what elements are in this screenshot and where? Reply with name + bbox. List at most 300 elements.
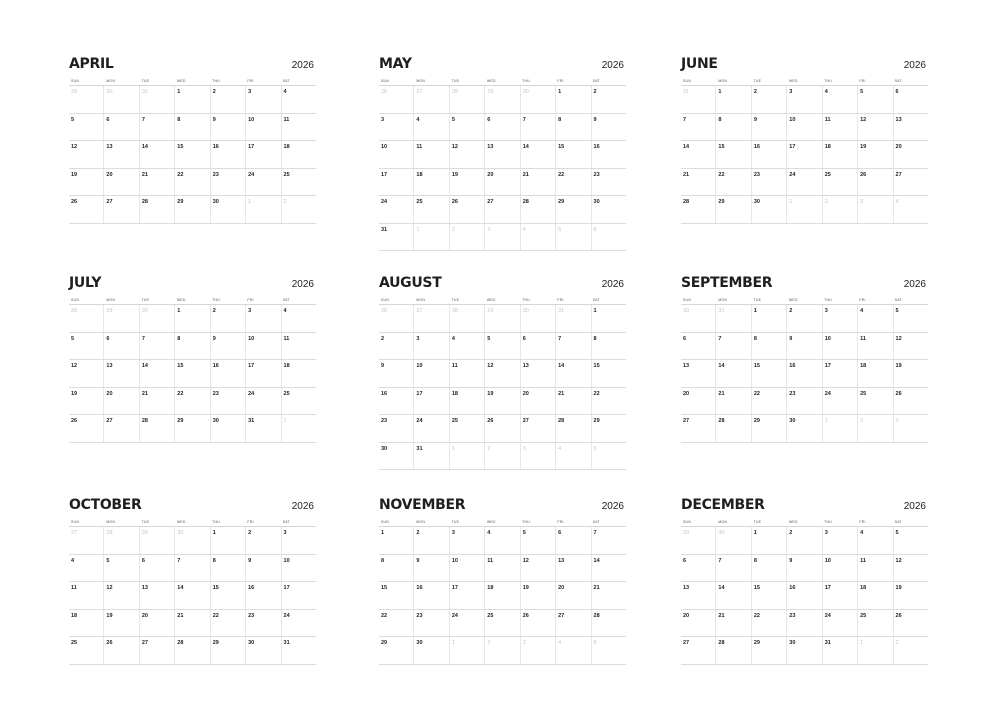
day-cell-adjacent-month[interactable] <box>822 196 857 223</box>
day-cell[interactable] <box>822 388 857 415</box>
day-cell[interactable] <box>245 610 280 637</box>
day-cell-adjacent-month[interactable] <box>555 305 590 332</box>
day-cell[interactable] <box>379 637 413 664</box>
day-cell[interactable] <box>555 86 590 113</box>
day-cell[interactable] <box>520 114 555 141</box>
day-cell[interactable] <box>555 582 590 609</box>
day-cell-adjacent-month[interactable] <box>449 86 484 113</box>
day-cell[interactable] <box>715 637 750 664</box>
day-cell[interactable] <box>715 141 750 168</box>
day-cell[interactable] <box>379 196 413 223</box>
day-cell[interactable] <box>715 415 750 442</box>
day-cell[interactable] <box>245 415 280 442</box>
day-cell[interactable] <box>139 637 174 664</box>
day-cell[interactable] <box>786 169 821 196</box>
day-cell[interactable] <box>893 333 928 360</box>
day-cell-adjacent-month[interactable] <box>245 196 280 223</box>
day-cell[interactable] <box>893 555 928 582</box>
day-cell[interactable] <box>591 527 626 554</box>
day-cell[interactable] <box>681 637 715 664</box>
day-cell[interactable] <box>715 169 750 196</box>
day-cell-adjacent-month[interactable] <box>681 86 715 113</box>
day-cell[interactable] <box>484 196 519 223</box>
day-cell[interactable] <box>413 333 448 360</box>
day-cell[interactable] <box>69 141 103 168</box>
day-cell[interactable] <box>591 415 626 442</box>
day-cell-adjacent-month[interactable] <box>103 527 138 554</box>
day-cell[interactable] <box>379 224 413 251</box>
day-cell[interactable] <box>281 555 316 582</box>
day-cell[interactable] <box>786 610 821 637</box>
day-cell[interactable] <box>69 637 103 664</box>
day-cell[interactable] <box>893 582 928 609</box>
day-cell[interactable] <box>174 388 209 415</box>
day-cell[interactable] <box>520 415 555 442</box>
day-cell[interactable] <box>484 333 519 360</box>
day-cell[interactable] <box>379 141 413 168</box>
day-cell[interactable] <box>555 333 590 360</box>
day-cell[interactable] <box>751 86 786 113</box>
day-cell[interactable] <box>751 610 786 637</box>
day-cell[interactable] <box>786 388 821 415</box>
day-cell[interactable] <box>822 527 857 554</box>
day-cell[interactable] <box>449 388 484 415</box>
day-cell[interactable] <box>139 582 174 609</box>
day-cell[interactable] <box>591 360 626 387</box>
day-cell-adjacent-month[interactable] <box>893 196 928 223</box>
day-cell-adjacent-month[interactable] <box>520 637 555 664</box>
day-cell[interactable] <box>245 305 280 332</box>
day-cell[interactable] <box>715 196 750 223</box>
day-cell[interactable] <box>751 360 786 387</box>
day-cell[interactable] <box>139 169 174 196</box>
day-cell-adjacent-month[interactable] <box>857 637 892 664</box>
day-cell[interactable] <box>174 333 209 360</box>
day-cell[interactable] <box>413 443 448 470</box>
day-cell[interactable] <box>786 114 821 141</box>
day-cell[interactable] <box>210 305 245 332</box>
day-cell[interactable] <box>751 169 786 196</box>
day-cell[interactable] <box>379 443 413 470</box>
day-cell-adjacent-month[interactable] <box>484 443 519 470</box>
day-cell[interactable] <box>893 169 928 196</box>
day-cell[interactable] <box>174 555 209 582</box>
day-cell[interactable] <box>555 114 590 141</box>
day-cell[interactable] <box>715 86 750 113</box>
day-cell[interactable] <box>893 610 928 637</box>
day-cell[interactable] <box>715 582 750 609</box>
day-cell[interactable] <box>786 360 821 387</box>
day-cell[interactable] <box>413 415 448 442</box>
day-cell-adjacent-month[interactable] <box>520 224 555 251</box>
day-cell[interactable] <box>174 305 209 332</box>
day-cell-adjacent-month[interactable] <box>555 637 590 664</box>
day-cell[interactable] <box>893 86 928 113</box>
day-cell-adjacent-month[interactable] <box>103 86 138 113</box>
day-cell[interactable] <box>591 169 626 196</box>
day-cell[interactable] <box>822 333 857 360</box>
day-cell-adjacent-month[interactable] <box>449 224 484 251</box>
day-cell-adjacent-month[interactable] <box>103 305 138 332</box>
day-cell[interactable] <box>379 527 413 554</box>
day-cell[interactable] <box>210 196 245 223</box>
day-cell-adjacent-month[interactable] <box>484 224 519 251</box>
day-cell[interactable] <box>555 527 590 554</box>
day-cell[interactable] <box>210 360 245 387</box>
day-cell[interactable] <box>281 610 316 637</box>
day-cell-adjacent-month[interactable] <box>520 86 555 113</box>
day-cell-adjacent-month[interactable] <box>520 443 555 470</box>
day-cell[interactable] <box>555 360 590 387</box>
day-cell[interactable] <box>69 582 103 609</box>
day-cell[interactable] <box>520 527 555 554</box>
day-cell[interactable] <box>103 141 138 168</box>
day-cell[interactable] <box>786 141 821 168</box>
day-cell[interactable] <box>103 169 138 196</box>
day-cell[interactable] <box>379 360 413 387</box>
day-cell-adjacent-month[interactable] <box>857 415 892 442</box>
day-cell[interactable] <box>413 388 448 415</box>
day-cell[interactable] <box>893 527 928 554</box>
day-cell[interactable] <box>210 388 245 415</box>
day-cell[interactable] <box>281 582 316 609</box>
day-cell[interactable] <box>103 196 138 223</box>
day-cell-adjacent-month[interactable] <box>893 415 928 442</box>
day-cell-adjacent-month[interactable] <box>413 86 448 113</box>
day-cell[interactable] <box>449 114 484 141</box>
day-cell[interactable] <box>520 169 555 196</box>
day-cell[interactable] <box>591 305 626 332</box>
day-cell[interactable] <box>139 388 174 415</box>
day-cell[interactable] <box>413 196 448 223</box>
day-cell[interactable] <box>484 388 519 415</box>
day-cell-adjacent-month[interactable] <box>786 196 821 223</box>
day-cell-adjacent-month[interactable] <box>822 415 857 442</box>
day-cell[interactable] <box>210 555 245 582</box>
day-cell-adjacent-month[interactable] <box>379 86 413 113</box>
day-cell[interactable] <box>449 582 484 609</box>
day-cell-adjacent-month[interactable] <box>484 637 519 664</box>
day-cell-adjacent-month[interactable] <box>591 443 626 470</box>
day-cell[interactable] <box>245 86 280 113</box>
day-cell[interactable] <box>103 582 138 609</box>
day-cell-adjacent-month[interactable] <box>484 305 519 332</box>
day-cell[interactable] <box>822 555 857 582</box>
day-cell[interactable] <box>449 169 484 196</box>
day-cell-adjacent-month[interactable] <box>681 305 715 332</box>
day-cell[interactable] <box>484 582 519 609</box>
day-cell[interactable] <box>281 637 316 664</box>
day-cell[interactable] <box>245 555 280 582</box>
day-cell-adjacent-month[interactable] <box>281 415 316 442</box>
day-cell[interactable] <box>210 114 245 141</box>
day-cell[interactable] <box>681 169 715 196</box>
day-cell[interactable] <box>413 360 448 387</box>
day-cell[interactable] <box>449 360 484 387</box>
day-cell[interactable] <box>857 169 892 196</box>
day-cell[interactable] <box>413 114 448 141</box>
day-cell[interactable] <box>281 86 316 113</box>
day-cell-adjacent-month[interactable] <box>715 527 750 554</box>
day-cell[interactable] <box>681 582 715 609</box>
day-cell[interactable] <box>555 141 590 168</box>
day-cell[interactable] <box>174 360 209 387</box>
day-cell[interactable] <box>174 610 209 637</box>
day-cell[interactable] <box>69 555 103 582</box>
day-cell[interactable] <box>751 527 786 554</box>
day-cell[interactable] <box>281 305 316 332</box>
day-cell[interactable] <box>715 333 750 360</box>
day-cell[interactable] <box>555 610 590 637</box>
day-cell[interactable] <box>413 555 448 582</box>
day-cell[interactable] <box>822 305 857 332</box>
day-cell[interactable] <box>715 114 750 141</box>
day-cell[interactable] <box>413 527 448 554</box>
day-cell[interactable] <box>893 114 928 141</box>
day-cell[interactable] <box>174 114 209 141</box>
day-cell[interactable] <box>555 388 590 415</box>
day-cell[interactable] <box>281 141 316 168</box>
day-cell[interactable] <box>413 582 448 609</box>
day-cell-adjacent-month[interactable] <box>715 305 750 332</box>
day-cell[interactable] <box>281 527 316 554</box>
day-cell[interactable] <box>786 415 821 442</box>
day-cell[interactable] <box>174 582 209 609</box>
day-cell[interactable] <box>591 196 626 223</box>
day-cell[interactable] <box>591 582 626 609</box>
day-cell[interactable] <box>139 333 174 360</box>
day-cell[interactable] <box>681 555 715 582</box>
day-cell[interactable] <box>751 415 786 442</box>
day-cell[interactable] <box>210 582 245 609</box>
day-cell[interactable] <box>893 388 928 415</box>
day-cell[interactable] <box>449 415 484 442</box>
day-cell[interactable] <box>139 360 174 387</box>
day-cell[interactable] <box>69 114 103 141</box>
day-cell[interactable] <box>751 114 786 141</box>
day-cell[interactable] <box>681 333 715 360</box>
day-cell[interactable] <box>449 333 484 360</box>
day-cell[interactable] <box>245 333 280 360</box>
day-cell[interactable] <box>591 86 626 113</box>
day-cell[interactable] <box>681 196 715 223</box>
day-cell[interactable] <box>449 555 484 582</box>
day-cell[interactable] <box>591 333 626 360</box>
day-cell[interactable] <box>484 169 519 196</box>
day-cell[interactable] <box>281 169 316 196</box>
day-cell[interactable] <box>520 360 555 387</box>
day-cell[interactable] <box>69 169 103 196</box>
day-cell[interactable] <box>893 305 928 332</box>
day-cell[interactable] <box>786 305 821 332</box>
day-cell-adjacent-month[interactable] <box>69 86 103 113</box>
day-cell[interactable] <box>893 360 928 387</box>
day-cell[interactable] <box>210 169 245 196</box>
day-cell-adjacent-month[interactable] <box>69 527 103 554</box>
day-cell[interactable] <box>520 582 555 609</box>
day-cell[interactable] <box>139 141 174 168</box>
day-cell[interactable] <box>69 388 103 415</box>
day-cell[interactable] <box>681 360 715 387</box>
day-cell[interactable] <box>681 141 715 168</box>
day-cell[interactable] <box>520 388 555 415</box>
day-cell[interactable] <box>786 86 821 113</box>
day-cell[interactable] <box>174 196 209 223</box>
day-cell[interactable] <box>484 527 519 554</box>
day-cell-adjacent-month[interactable] <box>555 443 590 470</box>
day-cell[interactable] <box>555 415 590 442</box>
day-cell-adjacent-month[interactable] <box>449 637 484 664</box>
day-cell[interactable] <box>484 141 519 168</box>
day-cell[interactable] <box>379 415 413 442</box>
day-cell[interactable] <box>210 637 245 664</box>
day-cell[interactable] <box>484 114 519 141</box>
day-cell[interactable] <box>751 388 786 415</box>
day-cell[interactable] <box>245 388 280 415</box>
day-cell[interactable] <box>174 86 209 113</box>
day-cell[interactable] <box>174 415 209 442</box>
day-cell-adjacent-month[interactable] <box>139 527 174 554</box>
day-cell-adjacent-month[interactable] <box>449 443 484 470</box>
day-cell[interactable] <box>69 415 103 442</box>
day-cell[interactable] <box>822 360 857 387</box>
day-cell[interactable] <box>822 637 857 664</box>
day-cell[interactable] <box>139 555 174 582</box>
day-cell[interactable] <box>245 114 280 141</box>
day-cell[interactable] <box>681 415 715 442</box>
day-cell[interactable] <box>520 333 555 360</box>
day-cell[interactable] <box>520 555 555 582</box>
day-cell[interactable] <box>555 169 590 196</box>
day-cell-adjacent-month[interactable] <box>139 305 174 332</box>
day-cell[interactable] <box>751 141 786 168</box>
day-cell[interactable] <box>822 610 857 637</box>
day-cell[interactable] <box>751 555 786 582</box>
day-cell-adjacent-month[interactable] <box>893 637 928 664</box>
day-cell[interactable] <box>681 610 715 637</box>
day-cell[interactable] <box>174 637 209 664</box>
day-cell[interactable] <box>751 582 786 609</box>
day-cell-adjacent-month[interactable] <box>281 196 316 223</box>
day-cell[interactable] <box>69 610 103 637</box>
day-cell[interactable] <box>484 360 519 387</box>
day-cell[interactable] <box>210 610 245 637</box>
day-cell[interactable] <box>484 415 519 442</box>
day-cell-adjacent-month[interactable] <box>857 196 892 223</box>
day-cell[interactable] <box>174 169 209 196</box>
day-cell[interactable] <box>715 610 750 637</box>
day-cell-adjacent-month[interactable] <box>591 224 626 251</box>
day-cell[interactable] <box>751 333 786 360</box>
day-cell[interactable] <box>379 169 413 196</box>
day-cell[interactable] <box>857 388 892 415</box>
day-cell-adjacent-month[interactable] <box>520 305 555 332</box>
day-cell[interactable] <box>69 333 103 360</box>
day-cell[interactable] <box>210 527 245 554</box>
day-cell[interactable] <box>681 114 715 141</box>
day-cell[interactable] <box>857 305 892 332</box>
day-cell-adjacent-month[interactable] <box>174 527 209 554</box>
day-cell[interactable] <box>786 333 821 360</box>
day-cell[interactable] <box>103 114 138 141</box>
day-cell[interactable] <box>786 637 821 664</box>
day-cell[interactable] <box>245 637 280 664</box>
day-cell[interactable] <box>174 141 209 168</box>
day-cell[interactable] <box>449 527 484 554</box>
day-cell[interactable] <box>210 141 245 168</box>
day-cell[interactable] <box>449 610 484 637</box>
day-cell[interactable] <box>413 141 448 168</box>
day-cell[interactable] <box>103 360 138 387</box>
day-cell[interactable] <box>715 360 750 387</box>
day-cell[interactable] <box>591 388 626 415</box>
day-cell[interactable] <box>379 114 413 141</box>
day-cell[interactable] <box>245 527 280 554</box>
day-cell[interactable] <box>139 415 174 442</box>
day-cell[interactable] <box>893 141 928 168</box>
day-cell[interactable] <box>379 555 413 582</box>
day-cell[interactable] <box>520 196 555 223</box>
day-cell[interactable] <box>591 114 626 141</box>
day-cell[interactable] <box>484 610 519 637</box>
day-cell[interactable] <box>379 610 413 637</box>
day-cell[interactable] <box>103 388 138 415</box>
day-cell[interactable] <box>245 360 280 387</box>
day-cell[interactable] <box>281 360 316 387</box>
day-cell[interactable] <box>681 388 715 415</box>
day-cell[interactable] <box>103 415 138 442</box>
day-cell[interactable] <box>751 305 786 332</box>
day-cell-adjacent-month[interactable] <box>69 305 103 332</box>
day-cell[interactable] <box>139 114 174 141</box>
day-cell[interactable] <box>103 637 138 664</box>
day-cell[interactable] <box>786 555 821 582</box>
day-cell[interactable] <box>245 582 280 609</box>
day-cell-adjacent-month[interactable] <box>413 305 448 332</box>
day-cell[interactable] <box>139 196 174 223</box>
day-cell[interactable] <box>555 196 590 223</box>
day-cell-adjacent-month[interactable] <box>555 224 590 251</box>
day-cell[interactable] <box>103 333 138 360</box>
day-cell[interactable] <box>822 169 857 196</box>
day-cell[interactable] <box>245 169 280 196</box>
day-cell[interactable] <box>520 141 555 168</box>
day-cell[interactable] <box>103 610 138 637</box>
day-cell[interactable] <box>281 388 316 415</box>
day-cell[interactable] <box>281 333 316 360</box>
day-cell[interactable] <box>210 415 245 442</box>
day-cell[interactable] <box>591 610 626 637</box>
day-cell-adjacent-month[interactable] <box>139 86 174 113</box>
day-cell[interactable] <box>857 360 892 387</box>
day-cell[interactable] <box>555 555 590 582</box>
day-cell[interactable] <box>520 610 555 637</box>
day-cell-adjacent-month[interactable] <box>379 305 413 332</box>
day-cell[interactable] <box>413 637 448 664</box>
day-cell[interactable] <box>786 582 821 609</box>
day-cell[interactable] <box>822 114 857 141</box>
day-cell[interactable] <box>822 86 857 113</box>
day-cell[interactable] <box>715 388 750 415</box>
day-cell[interactable] <box>822 582 857 609</box>
day-cell[interactable] <box>857 555 892 582</box>
day-cell[interactable] <box>210 333 245 360</box>
day-cell[interactable] <box>857 141 892 168</box>
day-cell[interactable] <box>857 86 892 113</box>
day-cell[interactable] <box>413 169 448 196</box>
day-cell-adjacent-month[interactable] <box>413 224 448 251</box>
day-cell[interactable] <box>715 555 750 582</box>
